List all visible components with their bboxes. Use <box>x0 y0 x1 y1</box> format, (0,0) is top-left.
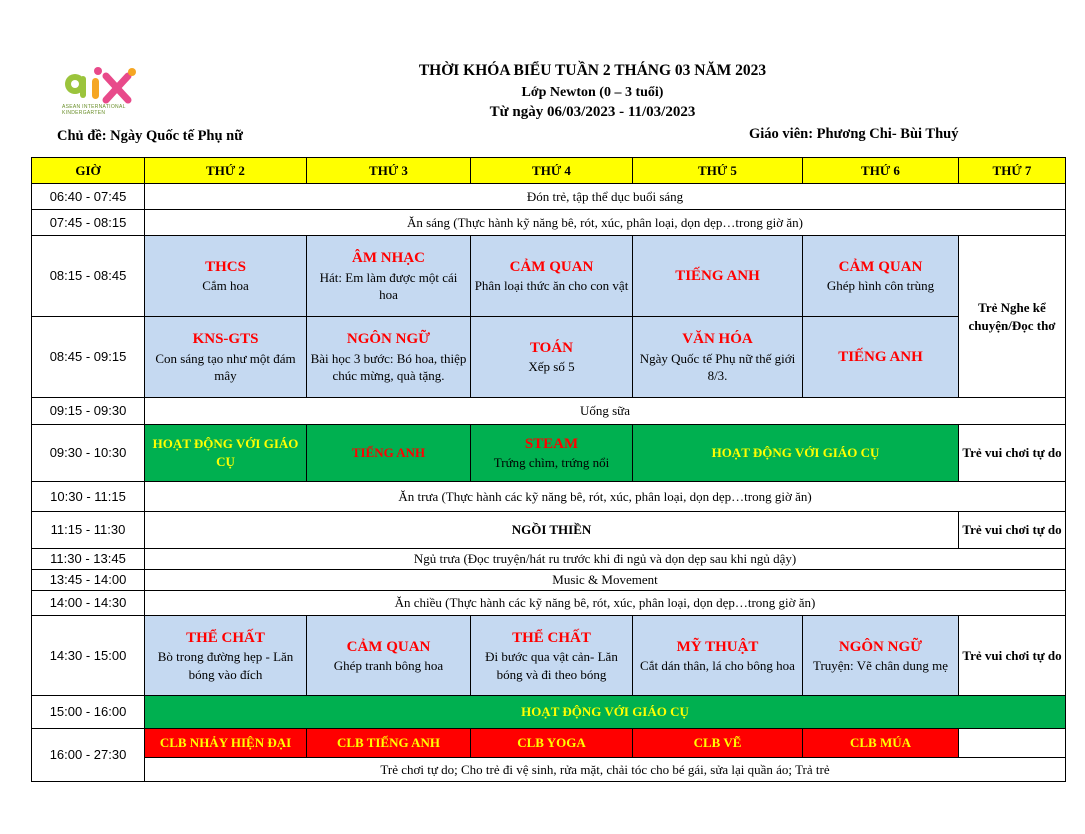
col-header-fri: THỨ 6 <box>803 158 959 184</box>
club-cell: CLB YOGA <box>471 729 633 758</box>
lesson-subject: THỂ CHẤT <box>186 629 265 646</box>
club-cell: CLB NHẢY HIỆN ĐẠI <box>145 729 307 758</box>
time-cell: 11:15 - 11:30 <box>32 512 145 549</box>
lesson-desc: Ghép hình côn trùng <box>826 278 935 294</box>
time-cell: 09:30 - 10:30 <box>32 425 145 482</box>
lesson-cell <box>307 616 471 696</box>
lesson-subject: CẢM QUAN <box>346 638 431 655</box>
lesson-cell <box>803 317 959 398</box>
logo-subtitle: ASEAN INTERNATIONAL KINDERGARTEN <box>62 104 126 116</box>
schedule-title: THỜI KHÓA BIỂU TUẦN 2 THÁNG 03 NĂM 2023 <box>418 62 767 79</box>
time-cell: 10:30 - 11:15 <box>32 482 145 512</box>
table-row <box>32 758 1066 782</box>
lesson-desc: Bài học 3 bước: Bó hoa, thiệp chúc mừng, quà tặng. <box>310 350 467 384</box>
time-cell: 07:45 - 08:15 <box>32 210 145 236</box>
table-row <box>32 317 1066 398</box>
lesson-subject: CẢM QUAN <box>509 259 594 276</box>
lesson-subject: TIẾNG ANH <box>675 267 760 284</box>
lesson-subject: KNS-GTS <box>192 331 259 348</box>
time-cell: 16:00 - 27:30 <box>32 729 145 782</box>
lesson-desc: Đi bước qua vật cản- Lăn bóng và đi theo bóng <box>485 649 618 682</box>
club-cell: CLB MÚA <box>803 729 959 758</box>
lesson-cell <box>633 236 803 317</box>
lesson-desc: Cắm hoa <box>202 278 249 294</box>
time-cell: 06:40 - 07:45 <box>32 184 145 210</box>
table-row <box>32 549 1066 570</box>
lesson-cell <box>471 317 633 398</box>
lesson-cell <box>471 425 633 482</box>
header-row <box>32 158 1066 184</box>
lesson-desc: Cắt dán thân, lá cho bông hoa <box>640 657 795 673</box>
lesson-subject: ÂM NHẠC <box>352 250 425 267</box>
table-row <box>32 512 1066 549</box>
lesson-subject: STEAM <box>524 436 579 453</box>
club-cell: CLB TIẾNG ANH <box>307 729 471 758</box>
date-range: Từ ngày 06/03/2023 - 11/03/2023 <box>489 104 696 120</box>
time-cell: 08:45 - 09:15 <box>32 317 145 398</box>
col-header-tue: THỨ 3 <box>307 158 471 184</box>
lesson-cell <box>307 317 471 398</box>
saturday-cell <box>959 729 1066 758</box>
lesson-cell: TIẾNG ANH <box>307 425 471 482</box>
time-cell: 14:30 - 15:00 <box>32 616 145 696</box>
lesson-desc: Xếp số 5 <box>528 359 575 375</box>
lesson-subject: TOÁN <box>529 340 574 357</box>
table-row <box>32 236 1066 317</box>
time-cell: 08:15 - 08:45 <box>32 236 145 317</box>
class-name: Lớp Newton (0 – 3 tuổi) <box>521 85 664 100</box>
activity-cell: Ăn sáng (Thực hành kỹ năng bê, rót, xúc, phân loại, dọn dẹp…trong giờ ăn) <box>145 210 1066 236</box>
topic-label: Chủ đề: Ngày Quốc tế Phụ nữ <box>57 128 243 144</box>
lesson-subject: NGÔN NGỮ <box>346 331 431 348</box>
activity-cell: Ngủ trưa (Đọc truyện/hát ru trước khi đi ngủ và dọn dẹp sau khi ngủ dậy) <box>145 549 1066 570</box>
lesson-desc: Trứng chìm, trứng nổi <box>493 455 610 471</box>
col-header-wed: THỨ 4 <box>471 158 633 184</box>
lesson-subject: CẢM QUAN <box>838 259 923 276</box>
lesson-subject: TIẾNG ANH <box>838 348 923 365</box>
lesson-desc: Phân loại thức ăn cho con vật <box>474 278 629 294</box>
table-row <box>32 425 1066 482</box>
table-row <box>32 482 1066 512</box>
lesson-cell <box>803 616 959 696</box>
activity-cell: Trẻ chơi tự do; Cho trẻ đi vệ sinh, rửa mặt, chải tóc cho bé gái, sửa lại quần áo; Trả trẻ <box>145 758 1066 782</box>
activity-cell: Ăn chiều (Thực hành các kỹ năng bê, rót, xúc, phân loại, dọn dẹp…trong giờ ăn) <box>145 591 1066 616</box>
saturday-cell: Trẻ Nghe kể chuyện/Đọc thơ <box>959 236 1066 398</box>
saturday-cell: Trẻ vui chơi tự do <box>959 512 1066 549</box>
lesson-cell <box>145 236 307 317</box>
lesson-desc: Con sáng tạo như một đám mây <box>155 350 296 384</box>
lesson-cell <box>307 236 471 317</box>
saturday-cell: Trẻ vui chơi tự do <box>959 425 1066 482</box>
time-cell: 13:45 - 14:00 <box>32 570 145 591</box>
lesson-subject: VĂN HÓA <box>682 331 753 348</box>
lesson-subject: MỸ THUẬT <box>676 638 759 655</box>
table-row <box>32 184 1066 210</box>
lesson-desc: Truyện: Vẽ chân dung mẹ <box>812 657 949 673</box>
table-row <box>32 696 1066 729</box>
activity-cell: Ăn trưa (Thực hành các kỹ năng bê, rót, xúc, phân loại, dọn dẹp…trong giờ ăn) <box>145 482 1066 512</box>
activity-cell: Uống sữa <box>145 398 1066 425</box>
table-row <box>32 210 1066 236</box>
col-header-time: GIỜ <box>32 158 145 184</box>
lesson-subject: THỂ CHẤT <box>512 629 591 646</box>
lesson-cell <box>633 616 803 696</box>
activity-cell: Music & Movement <box>145 570 1066 591</box>
activity-cell: NGỒI THIỀN <box>145 512 959 549</box>
time-cell: 09:15 - 09:30 <box>32 398 145 425</box>
table-row <box>32 398 1066 425</box>
lesson-desc: Bò trong đường hẹp - Lăn bóng vào đích <box>157 649 294 682</box>
lesson-cell <box>145 616 307 696</box>
table-row <box>32 570 1066 591</box>
time-cell: 14:00 - 14:30 <box>32 591 145 616</box>
table-row <box>32 591 1066 616</box>
col-header-mon: THỨ 2 <box>145 158 307 184</box>
lesson-cell <box>471 236 633 317</box>
lesson-cell <box>145 317 307 398</box>
club-cell: CLB VẼ <box>633 729 803 758</box>
lesson-desc: Ghép tranh bông hoa <box>333 657 444 673</box>
lesson-desc: Ngày Quốc tế Phụ nữ thế giới 8/3. <box>639 350 796 384</box>
teacher-label: Giáo viên: Phương Chi- Bùi Thuý <box>749 126 959 142</box>
lesson-cell: HOẠT ĐỘNG VỚI GIÁO CỤ <box>145 425 307 482</box>
activity-cell: HOẠT ĐỘNG VỚI GIÁO CỤ <box>145 696 1066 729</box>
time-cell: 15:00 - 16:00 <box>32 696 145 729</box>
table-row <box>32 729 1066 758</box>
lesson-cell <box>471 616 633 696</box>
lesson-desc: Hát: Em làm được một cái hoa <box>319 269 458 303</box>
lesson-cell <box>803 236 959 317</box>
col-header-thu: THỨ 5 <box>633 158 803 184</box>
col-header-sat: THỨ 7 <box>959 158 1066 184</box>
time-cell: 11:30 - 13:45 <box>32 549 145 570</box>
lesson-cell <box>633 317 803 398</box>
table-row <box>32 616 1066 696</box>
lesson-subject: THCS <box>205 259 246 276</box>
timetable <box>31 157 1066 782</box>
lesson-cell: HOẠT ĐỘNG VỚI GIÁO CỤ <box>633 425 959 482</box>
saturday-cell: Trẻ vui chơi tự do <box>959 616 1066 696</box>
activity-cell: Đón trẻ, tập thể dục buổi sáng <box>145 184 1066 210</box>
lesson-subject: NGÔN NGỮ <box>838 638 923 655</box>
